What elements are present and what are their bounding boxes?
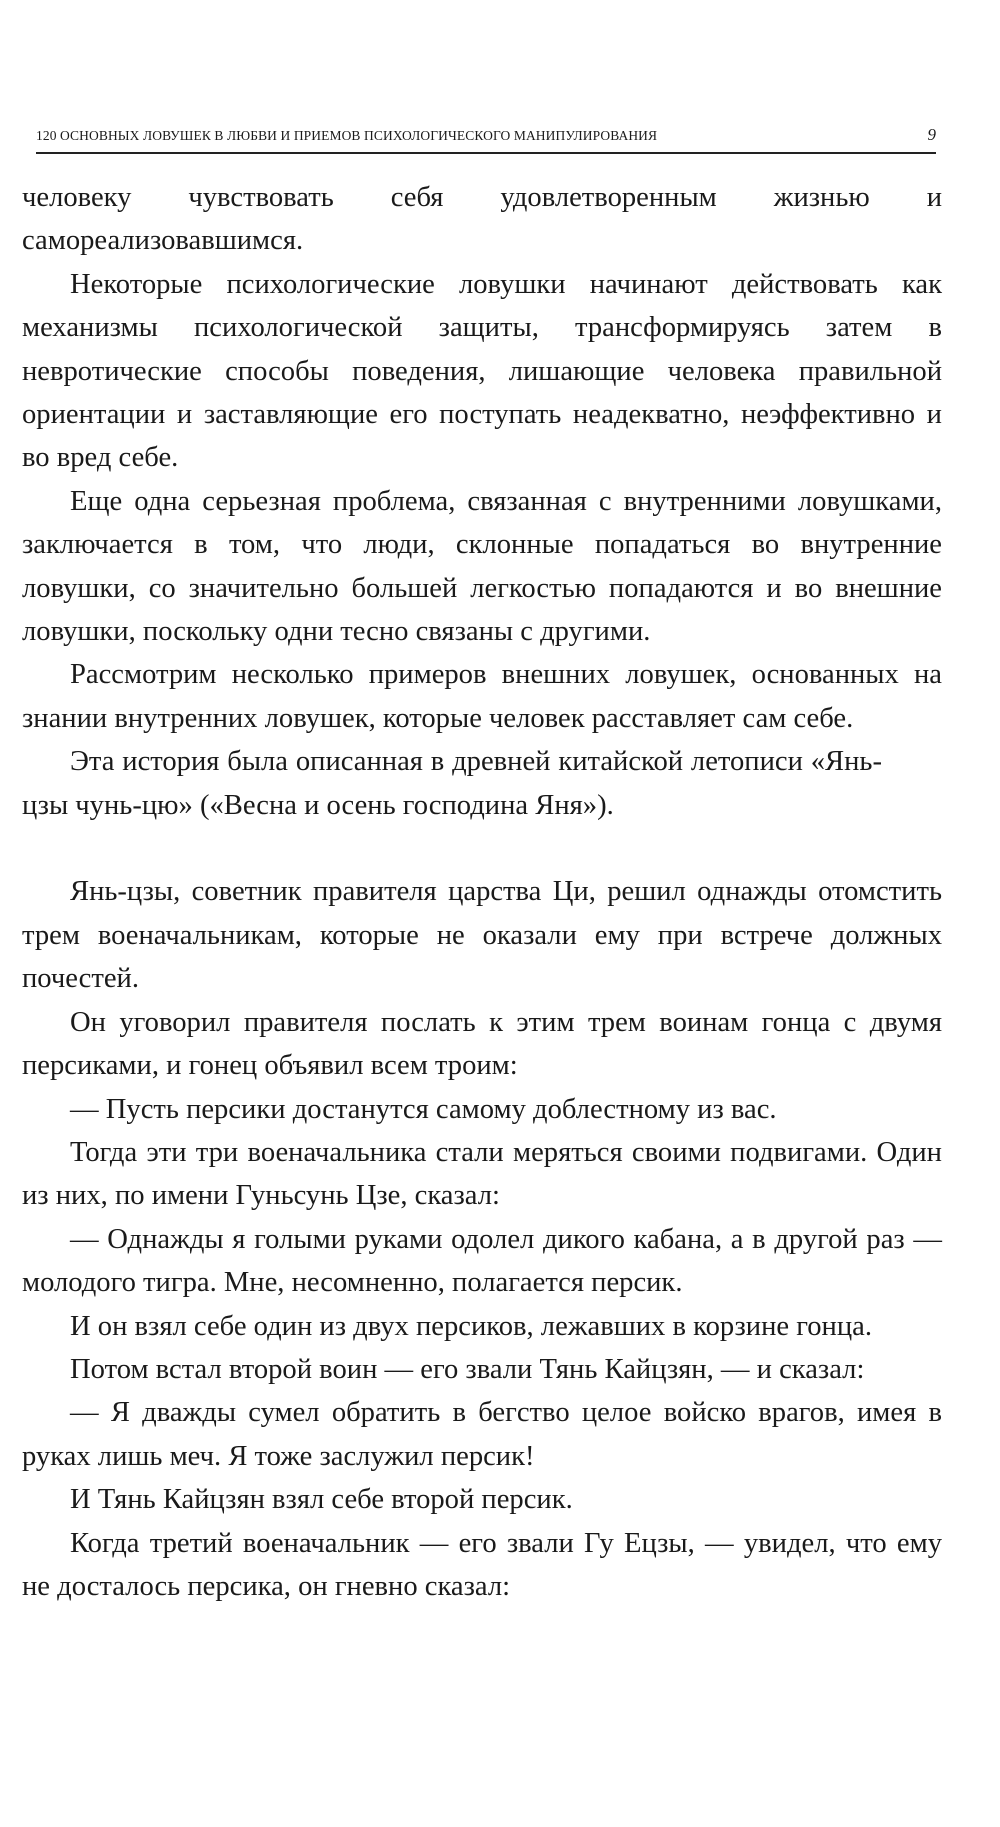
page-number: 9 [927, 125, 936, 144]
paragraph: Тогда эти три военачальника стали меряться своими подвигами. Один из них, по имени Гуньсунь Цзе, сказал: [22, 1136, 942, 1212]
paragraph: Потом встал второй воин — его звали Тянь Кайцзян, — и сказал: [70, 1353, 865, 1385]
running-header [36, 122, 936, 154]
paragraph: И Тянь Кайцзян взял себе второй персик. [70, 1484, 573, 1516]
paragraph: И он взял себе один из двух персиков, лежавших в корзине гонца. [70, 1310, 873, 1342]
paragraph: Он уговорил правителя послать к этим трем воинам гонца с двумя персиками, и гонец объявил всем троим: [22, 1006, 942, 1082]
paragraph: Янь-цзы, советник правителя царства Ци, решил однажды отомстить трем военачальникам, которые не оказали ему при встрече должных почестей. [22, 876, 942, 995]
paragraph: — Я дважды сумел обратить в бегство целое войско врагов, имея в руках лишь меч. Я тоже заслужил персик! [22, 1397, 942, 1472]
paragraph: Эта история была описанная в древней китайской летописи «Янь-цзы чунь-цю» («Весна и осень господина Яня»). [22, 746, 882, 821]
paragraph: Еще одна серьезная проблема, связанная с внутренними ловушками, заключается в том, что люди, склонные попадаться во внутренние ловушки, со значительно большей легкостью попадаются и во внешние ловушки, поскольку одни тесно связаны с другими. [22, 485, 942, 648]
paragraph: — Однажды я голыми руками одолел дикого кабана, а в другой раз — молодого тигра. Мне, несомненно, полагается персик. [22, 1223, 942, 1299]
paragraph: человеку чувствовать себя удовлетворенным жизнью и самореализовавшимся. [22, 182, 942, 257]
running-title: 120 ОСНОВНЫХ ЛОВУШЕК В ЛЮБВИ И ПРИЕМОВ ПСИХОЛОГИЧЕСКОГО МАНИПУЛИРОВАНИЯ [36, 128, 658, 143]
paragraph: Некоторые психологические ловушки начинают действовать как механизмы психологической защиты, трансформируясь затем в невротические способы поведения, лишающие человека правильной ориентации и заставляющие его поступать неадекватно, неэффективно и во вред себе. [22, 268, 942, 474]
paragraph: — Пусть персики достанутся самому доблестному из вас. [70, 1093, 777, 1125]
body-text [22, 176, 942, 1608]
paragraph: Рассмотрим несколько примеров внешних ловушек, основанных на знании внутренних ловушек, которые человек расставляет сам себе. [22, 659, 942, 734]
section-gap [22, 827, 942, 870]
paragraph: Когда третий военачальник — его звали Гу Ецзы, — увидел, что ему не досталось персика, он гневно сказал: [22, 1527, 942, 1602]
